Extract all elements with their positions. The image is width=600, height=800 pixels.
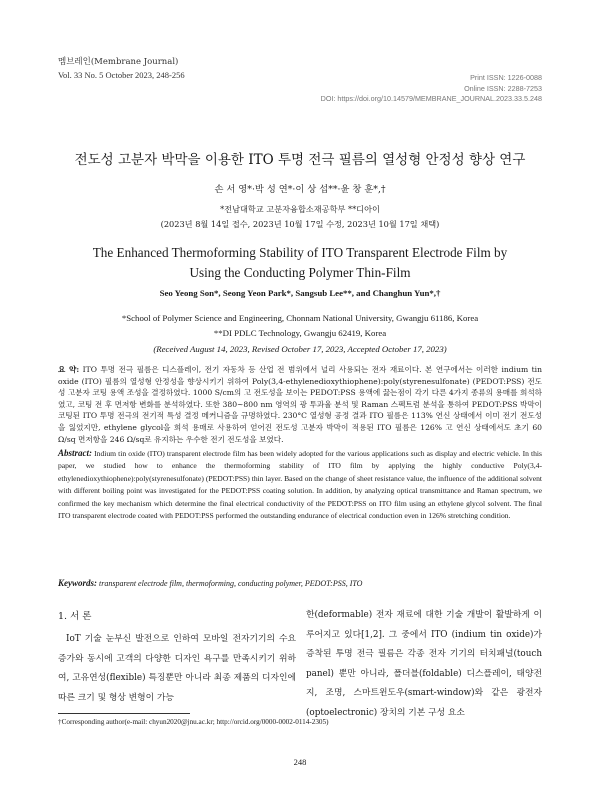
corresponding-author-footnote: †Corresponding author(e-mail: chyun2020@jnu.ac.kr; http://orcid.org/0000-0002-0114-2305) [58,718,329,726]
affiliation-english-2: **DI PDLC Technology, Gwangju 62419, Korea [213,328,387,338]
title-english-line-1: The Enhanced Thermoforming Stability of ITO Transparent Electrode Film by [92,245,508,260]
abstract-english-label: Abstract: [58,448,93,458]
title-english-line-2: Using the Conducting Polymer Thin-Film [189,265,411,280]
abstract-korean-label: 요 약: [58,365,80,374]
authors-english: Seo Yeong Son*, Seong Yeon Park*, Sangsub Lee**, and Changhun Yun*,† [159,288,441,298]
abstract-english [58,447,542,522]
issn-doi-block [321,73,542,105]
journal-name: 멤브레인(Membrane Journal) [58,57,179,67]
journal-volume: Vol. 33 No. 5 October 2023, 248-256 [58,70,185,80]
keywords [58,578,542,588]
body-text-left-column: IoT 기술 눈부신 발전으로 인하여 모바일 전자기기의 수요 증가와 동시에 고객의 다양한 디자인 욕구를 만족시키기 위하여, 고유연성(flexible) 특징뿐만 아니라 최종 제품의 디자인에 따른 크기 및 형상 변형이 가능 [58,634,296,703]
abstract-korean [58,364,542,445]
dates-korean: (2023년 8월 14일 접수, 2023년 10월 17일 수정, 2023년 10월 17일 채택) [160,219,440,229]
section-heading: 1. 서 론 [58,611,92,622]
doi-link[interactable]: DOI: https://doi.org/10.14579/MEMBRANE_JOURNAL.2023.33.5.248 [320,94,542,103]
title-korean: 전도성 고분자 박막을 이용한 ITO 투명 전극 필름의 열성형 안정성 향상 연구 [74,152,526,168]
body-text-right-column: 한(deformable) 전자 재료에 대한 기술 개발이 활발하게 이루어지고 있다[1,2]. 그 중에서 ITO (indium tin oxide)가 증착된 투명 전극 필름은 각종 전자 기기의 터치패널(touch panel) 뿐만 아니라, 폴더블(foldable) 디스플레이, 태양전지, 조명, 스마트윈도우(smart-window)와 같은 광전자(optoelectronic) 장치의 기본 구성 요소 [306,610,542,718]
authors-korean: 손 서 영*·박 성 연*·이 상 섭**·윤 창 훈*,† [214,184,386,195]
online-issn: Online ISSN: 2288-7253 [464,83,542,93]
keywords-text: transparent electrode film, thermoforming, conducting polymer, PEDOT:PSS, ITO [97,579,363,588]
abstract-english-text: Indium tin oxide (ITO) transparent electrode film has been widely adopted for the various applications such as display and electric vehicle. In this paper, we studied how to enhance the thermoforming stability of ITO film by applying the highly conductive Poly(3,4-ethylenedioxythiophene):poly(styrenesulfonate) (PEDOT:PSS) thin layer. Based on the change of sheet resistance value, the influence of the additional solvent with different boiling point was investigated for the PEDOT:PSS coating solution. In addition, by analyzing optical transmittance and Raman spectrum, we confirmed the key mechanism which determine the final electrical conductivity of the PEDOT:PSS on ITO film using an ethylene glycol solvent. The final ITO transparent electrode coated with PEDOT:PSS performed the outstanding endurance of electrical conduction even in 126% stretching condition. [58,449,542,521]
print-issn: Print ISSN: 1226-0088 [470,73,542,82]
title-english [0,243,600,283]
affiliation-english-1: *School of Polymer Science and Engineering, Chonnam National University, Gwangju 61186, Korea [121,313,479,323]
abstract-korean-text: ITO 투명 전극 필름은 디스플레이, 전기 자동차 등 산업 전 범위에서 널리 사용되는 전자 재료이다. 본 연구에서는 이러한 indium tin oxide (ITO) 필름의 열성형 안정성을 향상시키기 위하여 Poly(3,4-ethylenedioxythiophene):poly(styrenesulfonate) (PEDOT:PSS) 전도성 고분자 코팅 용액 조성을 결정하였다. 1000 S/cm의 고 전도성을 보이는 PEDOT:PSS 용액에 끓는점이 각기 다른 4가지 종류의 용매를 희석하였고, 코팅 전 후 면저항 변화를 분석하였다. 또한 380~800 nm 영역의 광 투과율 분석 및 Raman 스펙트럼 분석을 통하여 PEDOT:PSS 박막이 코팅된 ITO 투명 전극의 전기적 특성 결정 메커니즘을 규명하였다. 230°C 열성형 공정 결과 ITO 필름은 113% 연신 상태에서 이미 전기 전도성을 잃었지만, ethylene glycol을 희석 용매로 사용하여 얻어진 전도성 고분자 박막이 적용된 ITO 필름은 126% 고 연신 상태에서도 초기 60 Ω/sq 면저항을 246 Ω/sq로 유지하는 우수한 전기 전도성을 보였다. [58,365,542,444]
keywords-label: Keywords: [58,578,97,588]
page-number: 248 [293,757,307,767]
footnote-divider [58,713,190,714]
dates-english: (Received August 14, 2023, Revised October 17, 2023, Accepted October 17, 2023) [153,344,447,354]
affiliation-korean: *전남대학교 고분자융합소재공학부 **디아이 [220,204,380,214]
